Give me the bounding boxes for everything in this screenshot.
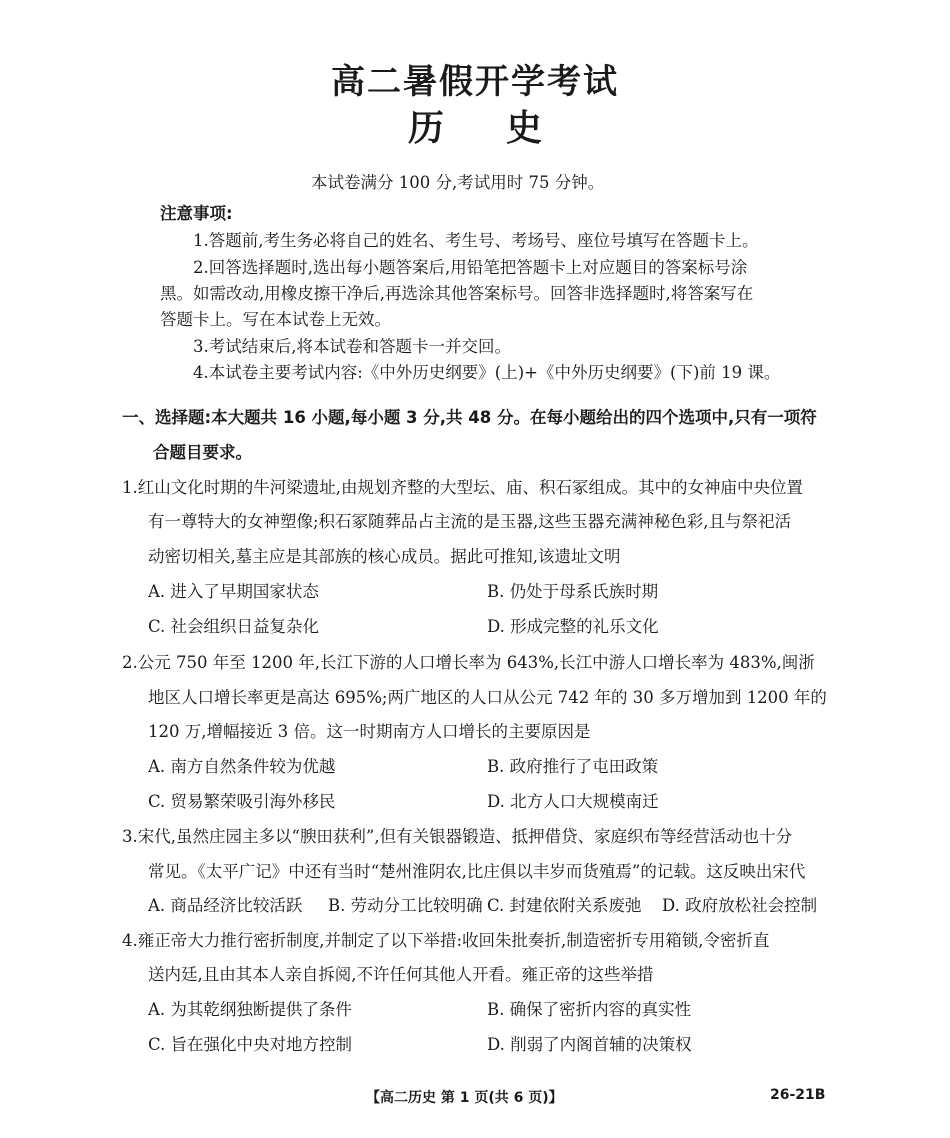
question-1-line-1: 1.红山文化时期的牛河梁遗址,由规划齐整的大型坛、庙、积石冢组成。其中的女神庙中央位置 [122, 478, 803, 497]
question-2-line-1: 2.公元 750 年至 1200 年,长江下游的人口增长率为 643%,长江中游人口增长率为 483%,闽浙 [122, 653, 815, 672]
subject-title: 历史 [407, 108, 604, 149]
question-1-option-c: C. 社会组织日益复杂化 [148, 617, 320, 636]
notice-item-4: 4.本试卷主要考试内容:《中外历史纲要》(上)+《中外历史纲要》(下)前 19 课。 [193, 363, 781, 382]
section-heading-line-1: 一、选择题:本大题共 16 小题,每小题 3 分,共 48 分。在每小题给出的四个选项中,只有一项符 [122, 408, 817, 427]
question-1-option-b: B. 仍处于母系氏族时期 [487, 582, 659, 601]
question-2-option-a: A. 南方自然条件较为优越 [148, 757, 336, 776]
notice-item-2-line-3: 答题卡上。写在本试卷上无效。 [160, 310, 391, 329]
question-4-line-2: 送内廷,且由其本人亲自拆阅,不许任何其他人开看。雍正帝的这些举措 [148, 965, 654, 984]
question-3-option-c: C. 封建依附关系废弛 [487, 896, 642, 915]
question-3-line-1: 3.宋代,虽然庄园主多以“腴田获利”,但有关银器锻造、抵押借贷、家庭织布等经营活动也十分 [122, 827, 793, 846]
question-2-option-c: C. 贸易繁荣吸引海外移民 [148, 792, 336, 811]
notice-heading: 注意事项: [160, 204, 233, 223]
notice-item-2-line-2: 黑。如需改动,用橡皮擦干净后,再选涂其他答案标号。回答非选择题时,将答案写在 [160, 284, 754, 303]
exam-info: 本试卷满分 100 分,考试用时 75 分钟。 [311, 173, 605, 192]
question-2-line-2: 地区人口增长率更是高达 695%;两广地区的人口从公元 742 年的 30 多万增加到 1200 年的 [148, 688, 827, 707]
question-3-line-2: 常见。《太平广记》中还有当时“楚州淮阴农,比庄俱以丰岁而货殖焉”的记载。这反映出宋代 [148, 862, 806, 881]
notice-item-3: 3.考试结束后,将本试卷和答题卡一并交回。 [193, 337, 511, 356]
question-4-option-b: B. 确保了密折内容的真实性 [487, 1000, 692, 1019]
question-4-option-c: C. 旨在强化中央对地方控制 [148, 1035, 353, 1054]
question-2-line-3: 120 万,增幅接近 3 倍。这一时期南方人口增长的主要原因是 [148, 722, 591, 741]
question-1-line-2: 有一尊特大的女神塑像;积石冢随葬品占主流的是玉器,这些玉器充满神秘色彩,且与祭祀活 [148, 512, 792, 531]
exam-code: 26-21B [770, 1087, 826, 1103]
question-2-option-b: B. 政府推行了屯田政策 [487, 757, 659, 776]
question-3-option-b: B. 劳动分工比较明确 [328, 896, 483, 915]
notice-item-1: 1.答题前,考生务必将自己的姓名、考生号、考场号、座位号填写在答题卡上。 [193, 231, 759, 250]
section-heading-line-2: 合题目要求。 [153, 443, 252, 462]
page-footer: 【高二历史 第 1 页(共 6 页)】 [366, 1090, 563, 1106]
question-3-option-a: A. 商品经济比较活跃 [148, 896, 303, 915]
question-2-option-d: D. 北方人口大规模南迁 [487, 792, 659, 811]
question-4-option-d: D. 削弱了内阁首辅的决策权 [487, 1035, 692, 1054]
question-1-line-3: 动密切相关,墓主应是其部族的核心成员。据此可推知,该遗址文明 [148, 547, 621, 566]
notice-item-2-line-1: 2.回答选择题时,选出每小题答案后,用铅笔把答题卡上对应题目的答案标号涂 [193, 258, 748, 277]
question-4-option-a: A. 为其乾纲独断提供了条件 [148, 1000, 352, 1019]
question-1-option-a: A. 进入了早期国家状态 [148, 582, 319, 601]
question-3-option-d: D. 政府放松社会控制 [662, 896, 818, 915]
question-1-option-d: D. 形成完整的礼乐文化 [487, 617, 659, 636]
question-4-line-1: 4.雍正帝大力推行密折制度,并制定了以下举措:收回朱批奏折,制造密折专用箱锁,令密折直 [122, 931, 770, 950]
exam-title: 高二暑假开学考试 [331, 62, 619, 102]
